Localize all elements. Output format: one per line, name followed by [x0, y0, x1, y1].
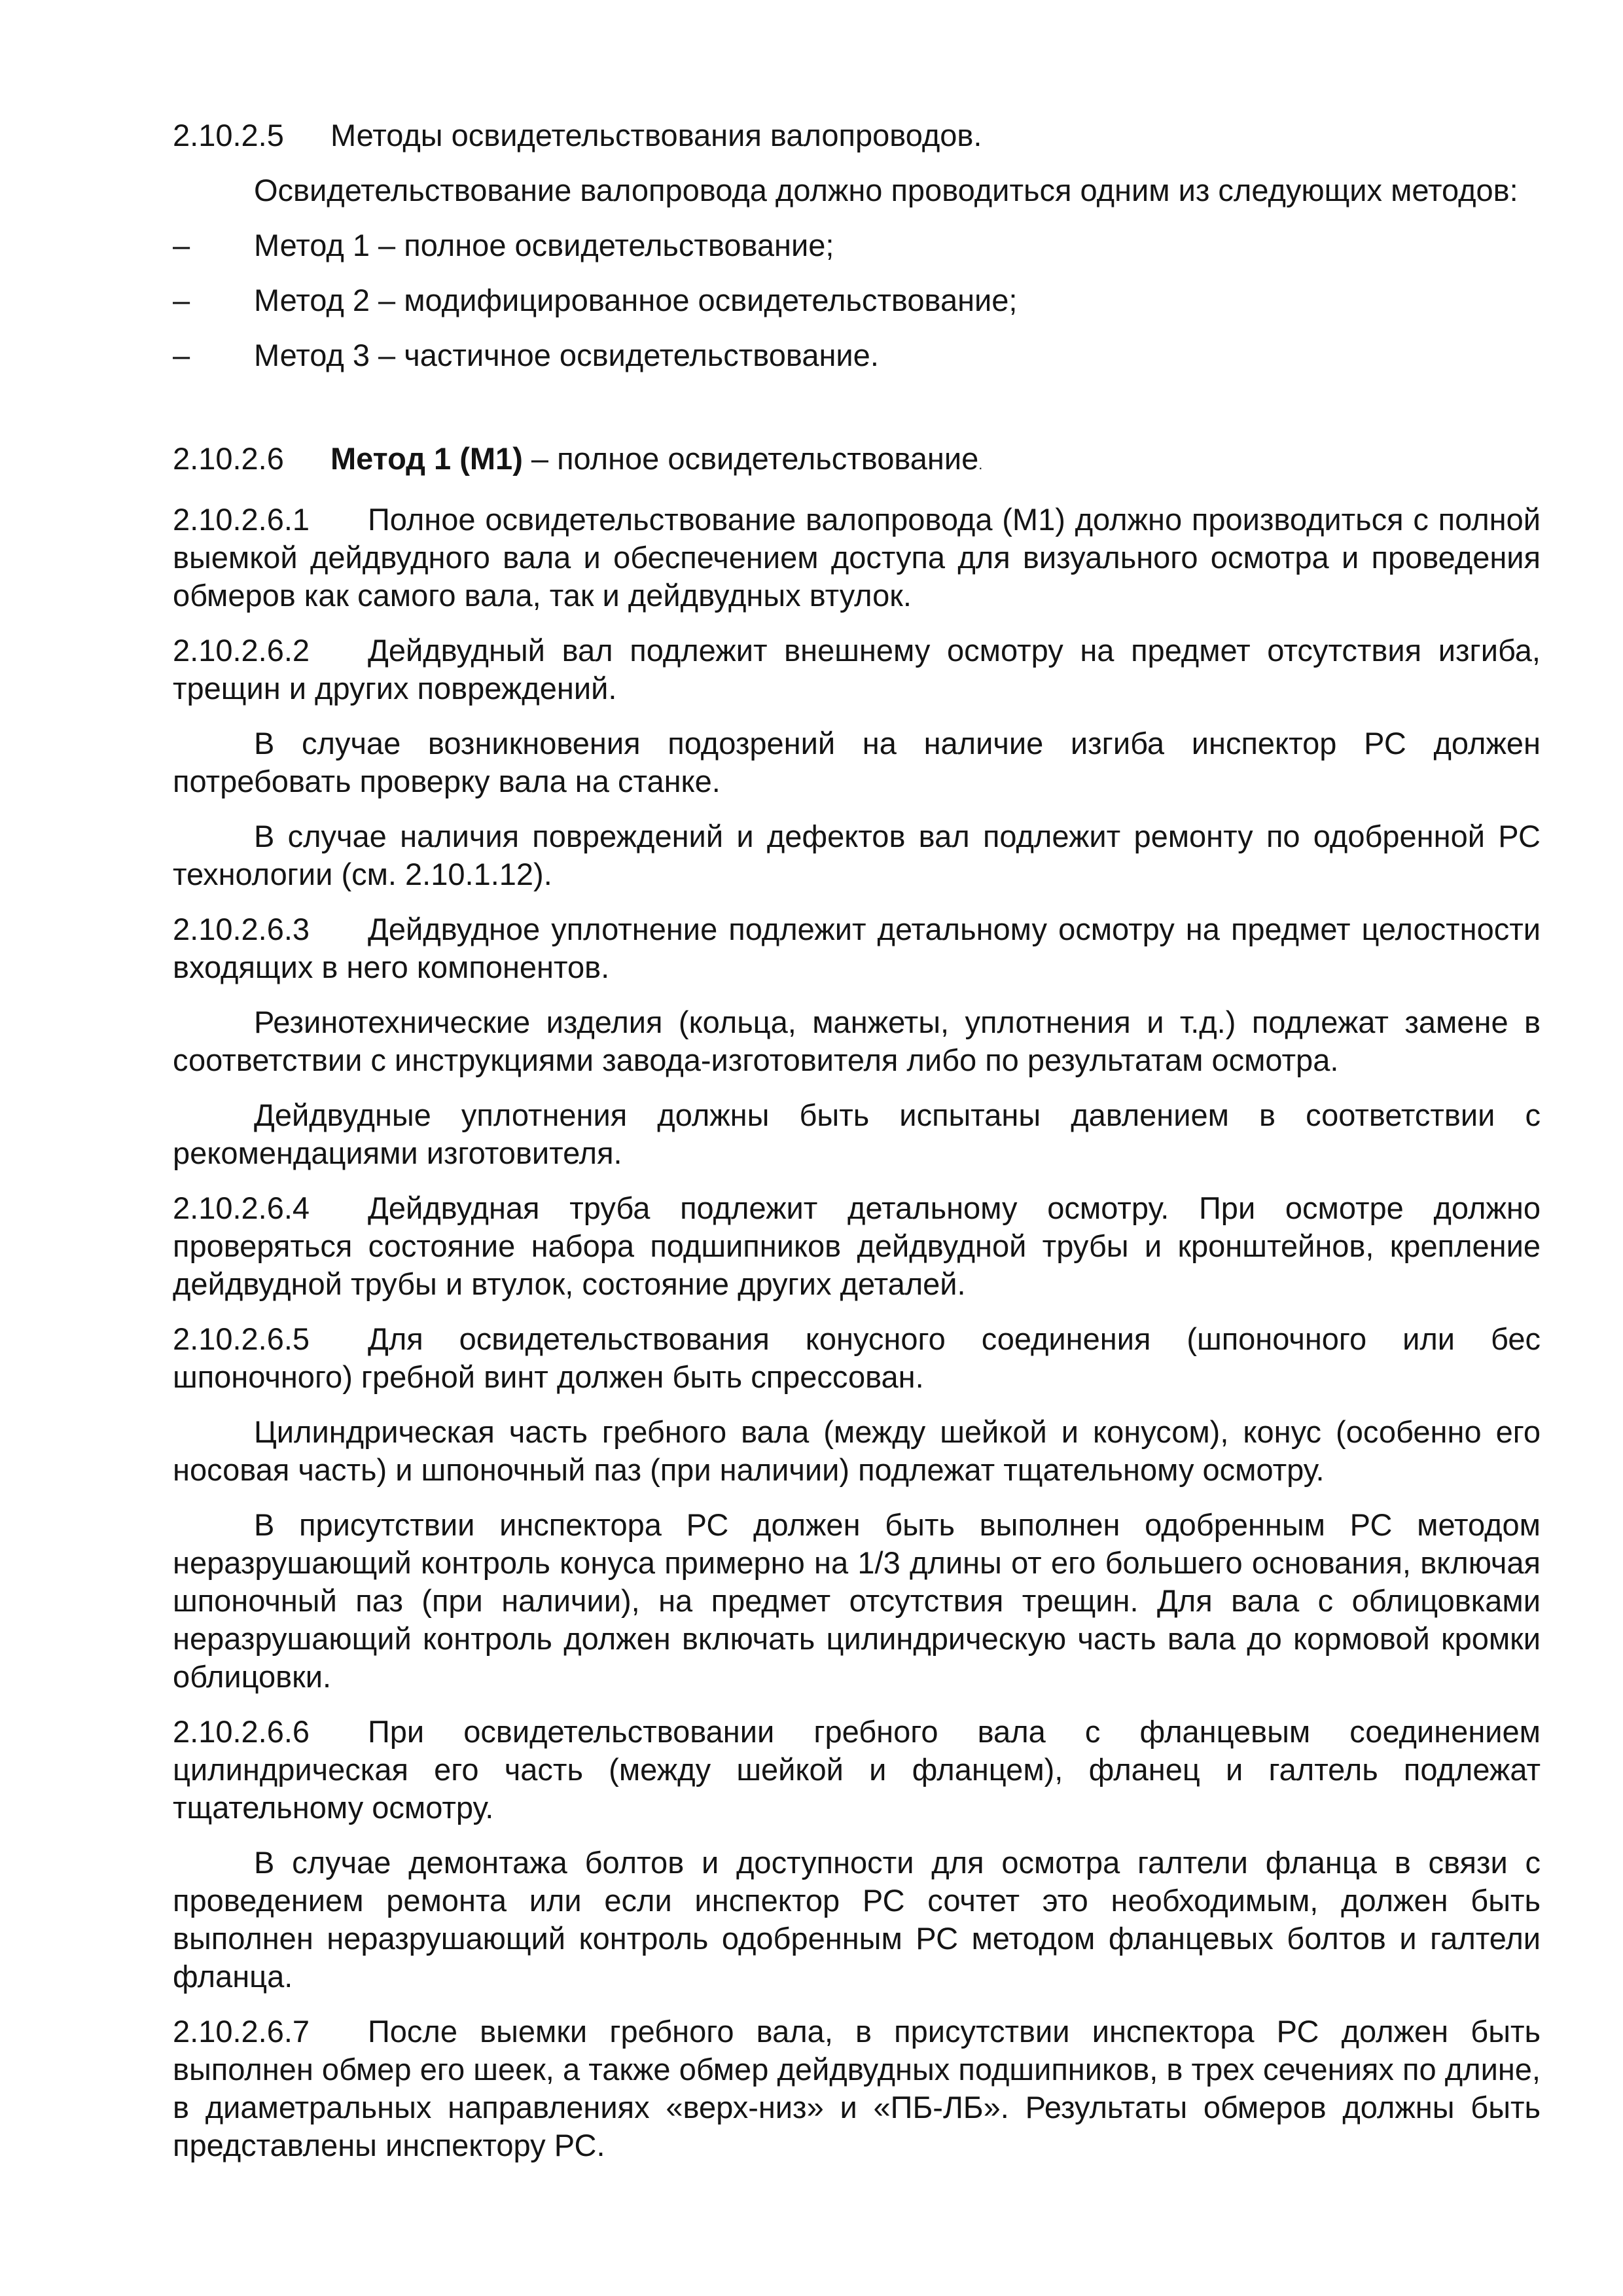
spacer [173, 319, 1541, 336]
paragraph-text: После выемки гребного вала, в присутствии инспектора РС должен быть выполнен обмер его шеек, а также обмер дейдвудных подшипников, в трех сечениях по длине, в диаметральных направлениях «верх-низ» и «ПБ-ЛБ». Результаты обмеров должны быть представлены инспектору РС. [173, 2014, 1541, 2162]
paragraph-2-10-2-6-4 [173, 1189, 1541, 1303]
spacer [173, 1696, 1541, 1713]
spacer [173, 1172, 1541, 1189]
spacer [173, 893, 1541, 910]
dash-bullet: – [173, 283, 190, 317]
spacer [173, 800, 1541, 817]
spacer [173, 1396, 1541, 1413]
paragraph-number: 2.10.2.6.1 [173, 502, 310, 537]
section-intro: Освидетельствование валопровода должно проводиться одним из следующих методов: [254, 173, 1518, 207]
paragraph-continuation: В присутствии инспектора РС должен быть выполнен одобренным РС методом неразрушающий контроль конуса примерно на 1/3 длины от его большего основания, включая шпоночный паз (при наличии), на предмет отсутствия трещин. Для вала с облицовками неразрушающий контроль должен включать цилиндрическую часть вала до кормовой кромки облицовки. [173, 1507, 1541, 1694]
spacer [173, 209, 1541, 226]
spacer [173, 154, 1541, 171]
list-item [173, 281, 1541, 319]
paragraph-continuation: В случае наличия повреждений и дефектов вал подлежит ремонту по одобренной РС технологии (см. 2.10.1.12). [173, 819, 1541, 891]
list-item [173, 336, 1541, 374]
list-item-text: Метод 2 – модифицированное освидетельствование; [254, 283, 1018, 317]
paragraph-number: 2.10.2.6.6 [173, 1714, 310, 1749]
paragraph-2-10-2-6-7 [173, 2013, 1541, 2164]
paragraph-2-10-2-6-2 [173, 632, 1541, 708]
spacer [173, 1489, 1541, 1506]
section-heading-2-10-2-5 [173, 117, 1541, 154]
paragraph-number: 2.10.2.6.4 [173, 1191, 310, 1225]
list-item-text: Метод 3 – частичное освидетельствование. [254, 338, 879, 372]
section-title: Методы освидетельствования валопроводов. [330, 118, 982, 152]
list-item [173, 226, 1541, 264]
paragraph-continuation: В случае демонтажа болтов и доступности для осмотра галтели фланца в связи с проведением ремонта или если инспектор РС сочтет это необходимым, должен быть выполнен неразрушающий контроль одобренным РС методом фланцевых болтов и галтели фланца. [173, 1845, 1541, 1994]
paragraph-2-10-2-6-5 [173, 1320, 1541, 1396]
spacer [173, 615, 1541, 632]
paragraph-text: При освидетельствовании гребного вала с фланцевым соединением цилиндрическая его часть (между шейкой и фланцем), фланец и галтель подлежат тщательному осмотру. [173, 1714, 1541, 1825]
comment-mark: . [978, 456, 983, 473]
paragraph-text: Для освидетельствования конусного соединения (шпоночного или бес шпоночного) гребной винт должен быть спрессован. [173, 1321, 1541, 1394]
section-title-rest: – полное освидетельствование [522, 441, 979, 476]
paragraph-continuation: Резинотехнические изделия (кольца, манжеты, уплотнения и т.д.) подлежат замене в соответствии с инструкциями завода-изготовителя либо по результатам осмотра. [173, 1005, 1541, 1077]
section-number: 2.10.2.6 [173, 441, 284, 476]
spacer [173, 374, 1541, 440]
paragraph-continuation: В случае возникновения подозрений на наличие изгиба инспектор РС должен потребовать проверку вала на станке. [173, 726, 1541, 798]
paragraph-2-10-2-6-1 [173, 501, 1541, 615]
spacer [173, 484, 1541, 501]
section-number: 2.10.2.5 [173, 118, 284, 152]
paragraph-text: Дейдвудное уплотнение подлежит детальному осмотру на предмет целостности входящих в него компонентов. [173, 912, 1541, 984]
spacer [173, 986, 1541, 1003]
spacer [173, 1827, 1541, 1844]
spacer [173, 1303, 1541, 1320]
spacer [173, 708, 1541, 725]
paragraph-number: 2.10.2.6.2 [173, 633, 310, 668]
dash-bullet: – [173, 338, 190, 372]
spacer [173, 264, 1541, 281]
paragraph-continuation: Цилиндрическая часть гребного вала (между шейкой и конусом), конус (особенно его носовая часть) и шпоночный паз (при наличии) подлежат тщательному осмотру. [173, 1414, 1541, 1487]
dash-bullet: – [173, 228, 190, 262]
paragraph-number: 2.10.2.6.5 [173, 1321, 310, 1356]
spacer [173, 1996, 1541, 2013]
paragraph-number: 2.10.2.6.7 [173, 2014, 310, 2049]
list-item-text: Метод 1 – полное освидетельствование; [254, 228, 834, 262]
paragraph-text: Дейдвудная труба подлежит детальному осмотру. При осмотре должно проверяться состояние набора подшипников дейдвудной трубы и кронштейнов, крепление дейдвудной трубы и втулок, состояние других деталей. [173, 1191, 1541, 1301]
paragraph-number: 2.10.2.6.3 [173, 912, 310, 946]
section-title-bold: Метод 1 (М1) [330, 441, 523, 476]
paragraph-2-10-2-6-6 [173, 1713, 1541, 1827]
section-heading-2-10-2-6 [173, 440, 1541, 484]
paragraph-continuation: Дейдвудные уплотнения должны быть испытаны давлением в соответствии с рекомендациями изготовителя. [173, 1098, 1541, 1170]
spacer [173, 1079, 1541, 1096]
paragraph-2-10-2-6-3 [173, 910, 1541, 986]
paragraph-text: Полное освидетельствование валопровода (М1) должно производиться с полной выемкой дейдвудного вала и обеспечением доступа для визуального осмотра и проведения обмеров как самого вала, так и дейдвудных втулок. [173, 502, 1541, 613]
paragraph-text: Дейдвудный вал подлежит внешнему осмотру на предмет отсутствия изгиба, трещин и других повреждений. [173, 633, 1541, 706]
